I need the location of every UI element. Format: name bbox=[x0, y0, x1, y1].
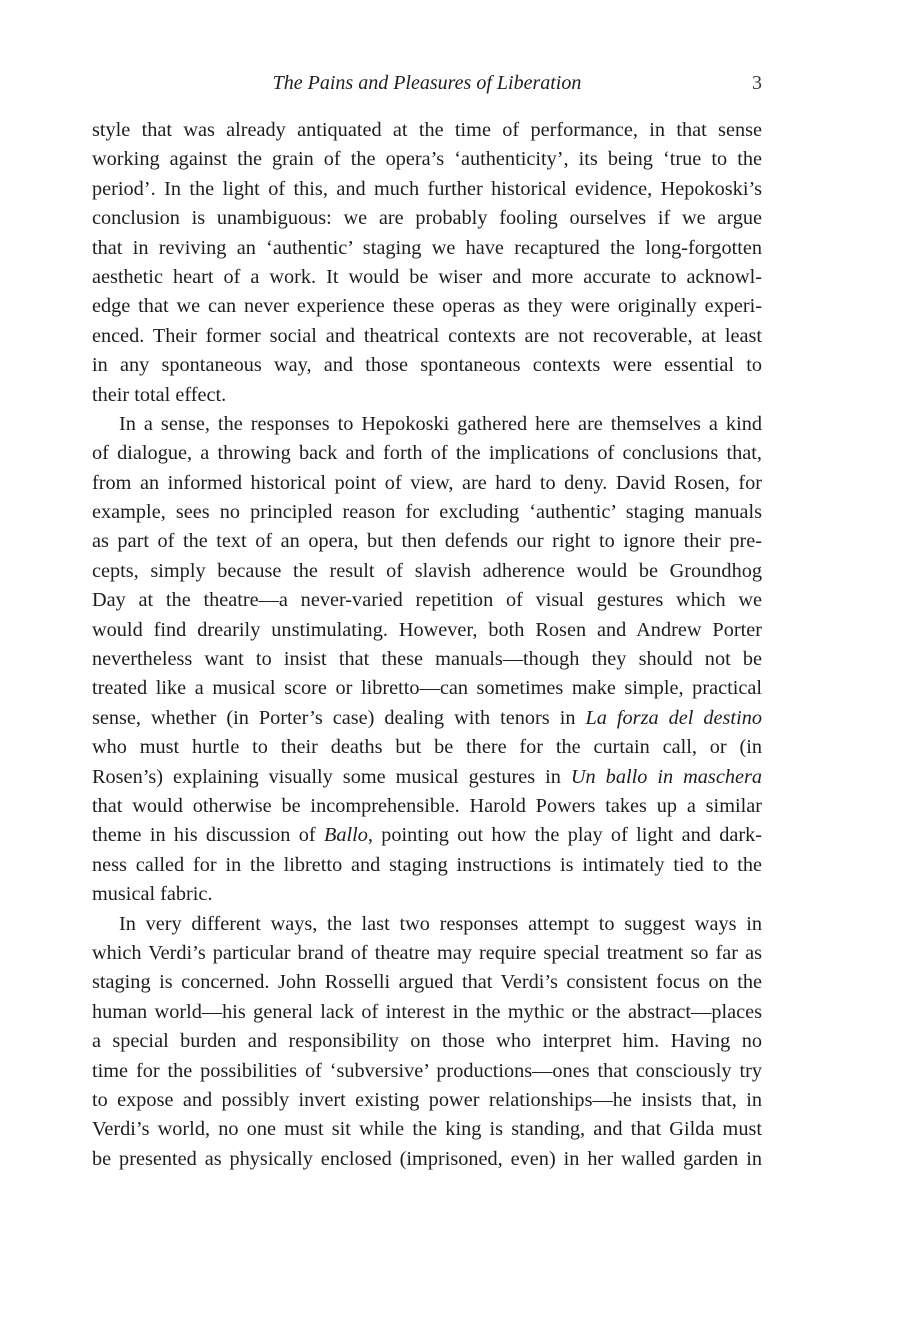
text-line bbox=[92, 263, 762, 292]
text-line bbox=[92, 586, 762, 615]
page-body bbox=[92, 116, 762, 1174]
text-line bbox=[92, 1086, 762, 1115]
text-segment: from an informed historical point of view, are hard to deny. David Rosen, for bbox=[92, 471, 762, 494]
text-segment: that would otherwise be incomprehensible. Harold Powers takes up a similar bbox=[92, 794, 762, 817]
text-line bbox=[92, 322, 762, 351]
text-segment: cepts, simply because the result of slavish adherence would be Groundhog bbox=[92, 559, 762, 582]
text-line bbox=[92, 616, 762, 645]
text-segment: example, sees no principled reason for excluding ‘authentic’ staging manuals bbox=[92, 501, 762, 524]
text-segment: that in reviving an ‘authentic’ staging we have recaptured the long-forgotten bbox=[92, 236, 762, 259]
text-segment: would find drearily unstimulating. However, both Rosen and Andrew Porter bbox=[92, 618, 762, 641]
text-line bbox=[92, 527, 762, 556]
text-line bbox=[92, 1027, 762, 1056]
text-segment: time for the possibilities of ‘subversive’ productions—ones that consciously try bbox=[92, 1059, 762, 1082]
text-segment: Verdi’s world, no one must sit while the king is standing, and that Gilda must bbox=[92, 1118, 762, 1141]
paragraph bbox=[92, 410, 762, 910]
text-segment: treated like a musical score or libretto—can sometimes make simple, practical bbox=[92, 677, 762, 700]
italic-text-segment: Ballo bbox=[323, 824, 368, 847]
text-segment: enced. Their former social and theatrical contexts are not recoverable, at least bbox=[92, 324, 762, 347]
text-segment: In a sense, the responses to Hepokoski gathered here are themselves a kind bbox=[119, 412, 762, 435]
text-line bbox=[92, 351, 762, 380]
running-title: The Pains and Pleasures of Liberation bbox=[272, 72, 582, 94]
paragraph bbox=[92, 910, 762, 1175]
text-line bbox=[92, 498, 762, 527]
text-segment: nevertheless want to insist that these manuals—though they should not be bbox=[92, 648, 762, 671]
text-line bbox=[92, 674, 762, 703]
text-segment: as part of the text of an opera, but then defends our right to ignore their pre- bbox=[92, 530, 762, 553]
text-line bbox=[92, 292, 762, 321]
text-line bbox=[92, 968, 762, 997]
text-segment: theme in his discussion of bbox=[92, 824, 324, 847]
text-segment: be presented as physically enclosed (imprisoned, even) in her walled garden in bbox=[92, 1147, 762, 1170]
text-line bbox=[92, 733, 762, 762]
text-segment: style that was already antiquated at the time of performance, in that sense bbox=[92, 119, 762, 141]
italic-text-segment: Un ballo in maschera bbox=[570, 765, 762, 788]
text-line bbox=[92, 1115, 762, 1144]
text-line bbox=[92, 469, 762, 498]
text-line bbox=[92, 704, 762, 733]
page-header bbox=[92, 70, 762, 96]
text-segment: In very different ways, the last two responses attempt to suggest ways in bbox=[119, 912, 762, 935]
text-line bbox=[92, 116, 762, 145]
text-line bbox=[92, 175, 762, 204]
text-segment: human world—his general lack of interest in the mythic or the abstract—places bbox=[92, 1000, 762, 1023]
text-line bbox=[92, 998, 762, 1027]
text-line bbox=[92, 381, 762, 410]
text-segment: which Verdi’s particular brand of theatre may require special treatment so far as bbox=[92, 941, 762, 964]
text-segment: working against the grain of the opera’s ‘authenticity’, its being ‘true to the bbox=[92, 148, 762, 171]
text-segment: aesthetic heart of a work. It would be wiser and more accurate to acknowl- bbox=[92, 265, 762, 288]
paragraph bbox=[92, 116, 762, 410]
page-number: 3 bbox=[752, 72, 762, 94]
text-line bbox=[92, 1057, 762, 1086]
text-segment: Rosen’s) explaining visually some musical gestures in bbox=[92, 765, 571, 788]
text-segment: of dialogue, a throwing back and forth of the implications of conclusions that, bbox=[92, 442, 762, 465]
text-line bbox=[92, 439, 762, 468]
text-line bbox=[92, 234, 762, 263]
text-segment: conclusion is unambiguous: we are probably fooling ourselves if we argue bbox=[92, 207, 762, 230]
text-line bbox=[92, 910, 762, 939]
text-line bbox=[92, 410, 762, 439]
text-line bbox=[92, 821, 762, 850]
text-segment: who must hurtle to their deaths but be there for the curtain call, or (in bbox=[92, 736, 762, 759]
text-line bbox=[92, 792, 762, 821]
text-segment: a special burden and responsibility on those who interpret him. Having no bbox=[92, 1030, 762, 1053]
text-segment: ness called for in the libretto and staging instructions is intimately tied to the bbox=[92, 853, 762, 876]
text-segment: , pointing out how the play of light and dark- bbox=[367, 824, 762, 847]
text-segment: period’. In the light of this, and much further historical evidence, Hepokoski’s bbox=[92, 177, 762, 200]
text-line bbox=[92, 204, 762, 233]
text-line bbox=[92, 851, 762, 880]
text-segment: Day at the theatre—a never-varied repetition of visual gestures which we bbox=[92, 589, 762, 612]
italic-text-segment: La forza del destino bbox=[585, 706, 762, 729]
text-line bbox=[92, 645, 762, 674]
text-segment: musical fabric. bbox=[92, 883, 213, 906]
text-line bbox=[92, 939, 762, 968]
text-line bbox=[92, 145, 762, 174]
text-line bbox=[92, 880, 762, 909]
text-segment: their total effect. bbox=[92, 383, 227, 406]
text-segment: edge that we can never experience these operas as they were originally experi- bbox=[92, 295, 762, 318]
text-line bbox=[92, 1145, 762, 1174]
text-segment: to expose and possibly invert existing power relationships—he insists that, in bbox=[92, 1088, 762, 1111]
text-segment: sense, whether (in Porter’s case) dealing with tenors in bbox=[92, 706, 586, 729]
text-segment: staging is concerned. John Rosselli argued that Verdi’s consistent focus on the bbox=[92, 971, 762, 994]
text-segment: in any spontaneous way, and those spontaneous contexts were essential to bbox=[92, 354, 762, 377]
text-line bbox=[92, 557, 762, 586]
text-line bbox=[92, 763, 762, 792]
